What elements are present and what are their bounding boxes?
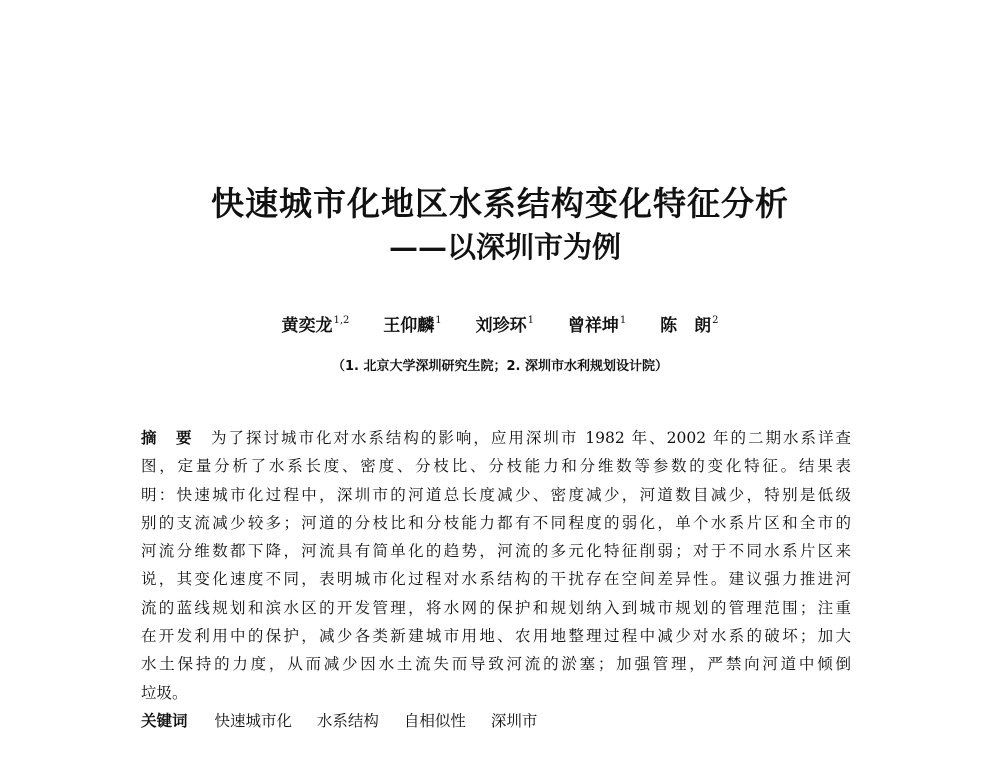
paper-subtitle: ——以深圳市为例	[388, 230, 621, 264]
keyword: 深圳市	[490, 711, 538, 730]
author-affiliation-mark: 1	[527, 315, 534, 326]
author-name: 刘珍环	[475, 316, 527, 336]
author-name: 陈 朗	[660, 316, 712, 336]
author-name: 王仰麟	[383, 316, 435, 336]
abstract-line: 明：快速城市化过程中，深圳市的河道总长度减少、密度减少，河道数目减少，特别是低级	[141, 485, 851, 504]
abstract	[141, 424, 851, 735]
abstract-line: 水土保持的力度，从而减少因水土流失而导致河流的淤塞；加强管理，严禁向河道中倾倒	[141, 655, 851, 674]
keywords-label: 关键词	[141, 711, 188, 730]
author-affiliation-mark: 2	[712, 315, 719, 326]
abstract-text: 为了探讨城市化对水系结构的影响，应用深圳市 1982 年、2002 年的二期水系详查	[210, 429, 851, 447]
author-affiliation-mark: 1	[435, 315, 442, 326]
abstract-line: 说，其变化速度不同，表明城市化过程对水系结构的干扰存在空间差异性。建议强力推进河	[141, 570, 851, 589]
paper-title: 快速城市化地区水系结构变化特征分析	[211, 184, 789, 223]
keyword: 水系结构	[316, 711, 379, 730]
keyword: 快速城市化	[214, 711, 292, 730]
abstract-line: 在开发利用中的保护，减少各类新建城市用地、农用地整理过程中减少对水系的破坏；加大	[141, 627, 851, 646]
abstract-line	[141, 424, 851, 452]
abstract-line: 图，定量分析了水系长度、密度、分枝比、分枝能力和分维数等参数的变化特征。结果表	[141, 457, 851, 476]
abstract-line: 流的蓝线规划和滨水区的开发管理，将水网的保护和规划纳入到城市规划的管理范围；注重	[141, 598, 851, 617]
author	[383, 311, 441, 336]
abstract-line: 垃圾。	[141, 683, 188, 702]
affiliations: （1. 北京大学深圳研究生院；2. 深圳市水利规划设计院）	[331, 359, 669, 374]
author	[660, 311, 718, 336]
author-affiliation-mark: 1	[619, 315, 627, 326]
author-affiliation-mark: 1,2	[333, 315, 350, 326]
abstract-line: 别的支流减少较多；河道的分枝比和分枝能力都有不同程度的弱化，单个水系片区和全市的	[141, 513, 851, 532]
author	[568, 311, 626, 336]
author-list	[0, 311, 1000, 336]
author	[476, 311, 534, 336]
author-name: 黄奕龙	[281, 316, 333, 336]
author-name: 曾祥坤	[567, 316, 619, 336]
abstract-line: 河流分维数都下降，河流具有简单化的趋势，河流的多元化特征削弱；对于不同水系片区来	[141, 542, 851, 561]
keyword: 自相似性	[403, 711, 466, 730]
author	[281, 311, 349, 336]
keywords	[141, 707, 851, 735]
abstract-label: 摘 要	[141, 429, 194, 447]
